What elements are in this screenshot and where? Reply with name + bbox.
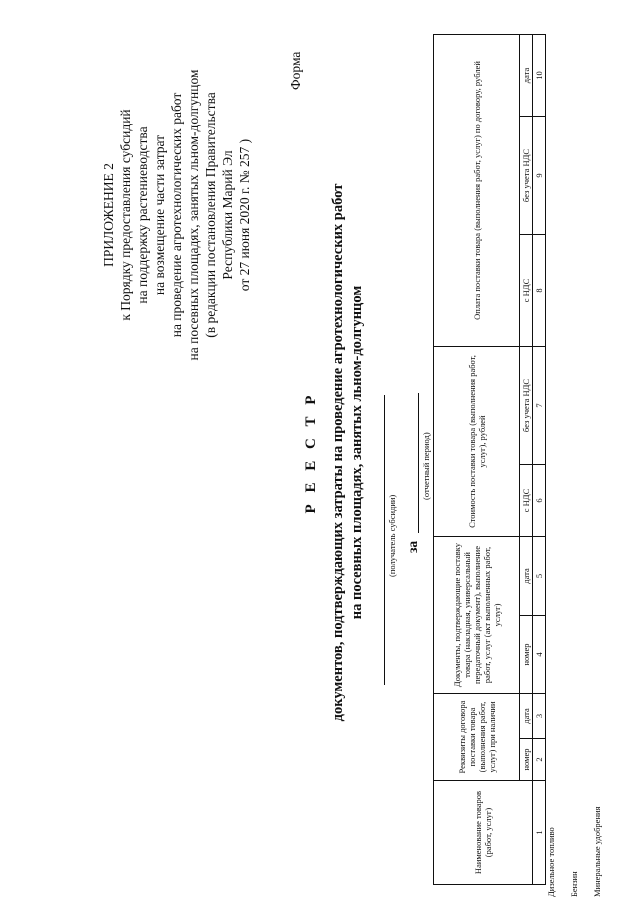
appendix-line: на поддержку растениеводства xyxy=(135,126,150,304)
subheader-date: дата xyxy=(520,34,533,116)
appendix-line: на посевных площадях, занятых льном-долгунцом xyxy=(186,69,201,361)
appendix-line: на возмещение части затрат xyxy=(152,134,167,296)
row-item-label: Минеральные удобрения xyxy=(592,806,602,897)
header-cost: Стоимость поставки товара (выполнения работ, услуг), рублей xyxy=(434,347,520,537)
period-caption: (отчетный период) xyxy=(421,432,431,500)
column-number: 8 xyxy=(533,235,546,347)
header-documents: Документы, подтверждающие поставку товара (накладная, универсальный передаточный документ), выполнение работ, услуг (акт выполненных работ, услуг) xyxy=(434,537,520,694)
header-payment: Оплата поставки товара (выполнения работ, услуг) по договору, рублей xyxy=(434,34,520,346)
period-line xyxy=(418,393,419,533)
row-item-label: Дизельное топливо xyxy=(546,827,556,897)
appendix-line: Республики Марий Эл xyxy=(220,150,235,280)
column-number: 4 xyxy=(533,616,546,694)
registry-subtitle-1: документов, подтверждающих затраты на проведение агротехнологических работ xyxy=(330,183,346,722)
recipient-line xyxy=(384,395,385,685)
recipient-caption: (получатель субсидии) xyxy=(387,494,397,577)
column-number: 9 xyxy=(533,117,546,235)
registry-subtitle-2: на посевных площадях, занятых льном-долгунцом xyxy=(349,285,365,620)
column-number: 10 xyxy=(533,34,546,116)
subheader-with-vat: с НДС xyxy=(520,235,533,347)
subheader-without-vat: без учета НДС xyxy=(520,117,533,235)
subheader-without-vat: без учета НДС xyxy=(520,347,533,465)
form-label: Форма xyxy=(288,51,303,90)
appendix-line: (в редакции постановления Правительства xyxy=(203,92,218,338)
column-number: 1 xyxy=(533,781,546,885)
column-number: 3 xyxy=(533,694,546,739)
subheader-number: номер xyxy=(520,739,533,781)
appendix-line: к Порядку предоставления субсидий xyxy=(118,109,133,321)
column-number: 7 xyxy=(533,347,546,465)
row-item-label: Бензин xyxy=(569,871,579,897)
column-number: 2 xyxy=(533,739,546,781)
header-goods: Наименование товаров (работ, услуг) xyxy=(434,781,533,885)
header-contract: Реквизиты договора поставки товара (выполнения работ, услуг) при наличии xyxy=(434,694,520,781)
registry-title: Р Е Е С Т Р xyxy=(303,391,319,514)
subheader-date: дата xyxy=(520,537,533,616)
subheader-date: дата xyxy=(520,694,533,739)
appendix-block xyxy=(100,65,253,365)
subheader-number: номер xyxy=(520,616,533,694)
registry-table xyxy=(433,34,546,885)
appendix-line: от 27 июня 2020 г. № 257 ) xyxy=(237,138,252,292)
za-label: за xyxy=(405,540,420,553)
subheader-with-vat: с НДС xyxy=(520,465,533,537)
row-items xyxy=(546,807,615,897)
appendix-title: ПРИЛОЖЕНИЕ 2 xyxy=(101,163,116,267)
appendix-line: на проведение агротехнологических работ xyxy=(169,92,184,338)
column-number: 6 xyxy=(533,465,546,537)
column-number: 5 xyxy=(533,537,546,616)
